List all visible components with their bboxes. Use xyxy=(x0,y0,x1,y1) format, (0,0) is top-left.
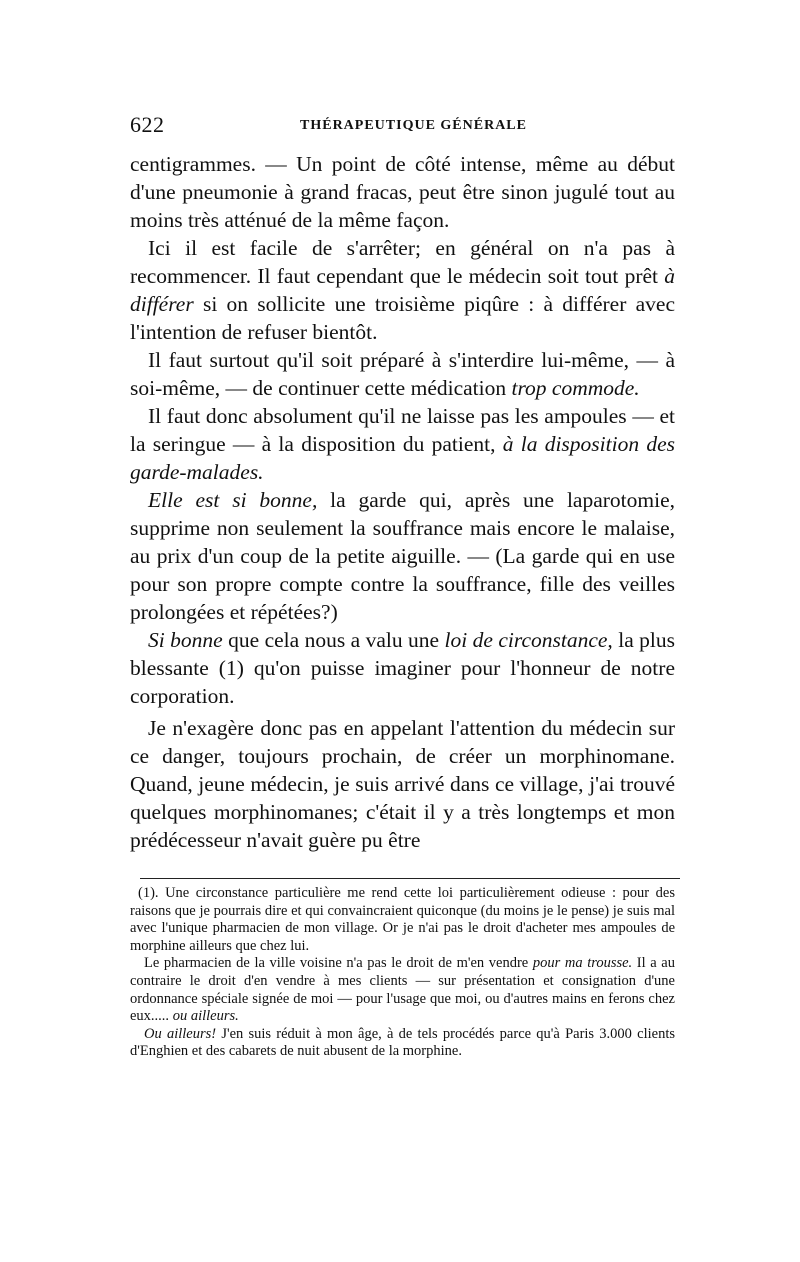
paragraph-4-text: Il faut donc absolument qu'il ne laisse pas les ampoules — et la seringue — à la disposition du patient, xyxy=(130,404,675,456)
footnote-3-text: J'en suis réduit à mon âge, à de tels procédés parce qu'à Paris 3.000 clients d'Enghien et des cabarets de nuit abusent de la morphine. xyxy=(130,1025,676,1060)
footnote-2-italic-b: ou ailleurs. xyxy=(172,1008,239,1025)
footnote-divider xyxy=(140,878,680,879)
page-header xyxy=(130,112,675,142)
paragraph-1-text: centigrammes. — Un point de côté intense, même au début d'une pneumonie à grand fracas, peut être sinon jugulé tout au moins très atténué de la même façon. xyxy=(130,152,675,232)
paragraph-5 xyxy=(130,486,675,626)
paragraph-6 xyxy=(130,626,675,710)
paragraph-4-italic: à la disposition des garde-malades. xyxy=(130,432,675,484)
footnote-2-text-b: Il a au contraire le droit d'en vendre à mes clients — sur présentation et consignation d'une ordonnance spéciale signée de moi — pour l'usage que moi, ou d'autres mains en ferons chez eux..... xyxy=(130,955,675,1025)
footnote-2-text-a: Le pharmacien de la ville voisine n'a pas le droit de m'en vendre xyxy=(144,955,533,972)
paragraph-2-text-b: si on sollicite une troisième piqûre : à différer avec l'intention de refuser bientôt. xyxy=(130,292,675,344)
running-head: THÉRAPEUTIQUE GÉNÉRALE xyxy=(300,118,527,133)
paragraph-6-italic-b: loi de circonstance, xyxy=(444,628,613,652)
paragraph-2-italic: à différer xyxy=(130,264,675,316)
footnotes xyxy=(130,885,675,1061)
footnote-3 xyxy=(130,1026,675,1061)
paragraph-6-text-a: que cela nous a valu une xyxy=(222,628,445,652)
paragraph-3 xyxy=(130,346,675,402)
paragraph-2 xyxy=(130,234,675,346)
footnote-2-italic-a: pour ma trousse. xyxy=(532,955,633,972)
paragraph-5-italic: Elle est si bonne, xyxy=(148,488,318,512)
footnote-2 xyxy=(130,955,675,1025)
paragraph-3-text: Il faut surtout qu'il soit préparé à s'interdire lui-même, — à soi-même, — de continuer cette médication xyxy=(130,348,675,400)
footnote-1 xyxy=(130,885,675,955)
footnote-3-italic: Ou ailleurs! xyxy=(144,1025,217,1042)
paragraph-1 xyxy=(130,150,675,234)
paragraph-5-text: la garde qui, après une laparotomie, supprime non seulement la souffrance mais encore le malaise, au prix d'un coup de la petite aiguille. — (La garde qui en use pour son propre compte contre la souffrance, fille des veilles prolongées et répétées?) xyxy=(130,488,676,624)
footnote-1-text: (1). Une circonstance particulière me rend cette loi particulièrement odieuse : pour des raisons que je pourrais dire et qui convaincraient quiconque (du moins je le pense) je suis mal avec l'unique pharmacien de mon village. Or je n'ai pas le droit d'acheter mes ampoules de morphine ailleurs que chez lui. xyxy=(130,885,675,954)
paragraph-7 xyxy=(130,714,675,854)
paragraph-6-text-b: la plus blessante (1) qu'on puisse imaginer pour l'honneur de notre corporation. xyxy=(130,628,675,708)
paragraph-3-italic: trop commode. xyxy=(511,376,640,400)
paragraph-2-text-a: Ici il est facile de s'arrêter; en général on n'a pas à recommencer. Il faut cependant que le médecin soit tout prêt xyxy=(130,236,675,288)
page-number: 622 xyxy=(130,112,165,137)
paragraph-6-italic-a: Si bonne xyxy=(148,628,223,652)
paragraph-4 xyxy=(130,402,675,486)
paragraph-7-text: Je n'exagère donc pas en appelant l'attention du médecin sur ce danger, toujours prochain, de créer un morphinomane. Quand, jeune médecin, je suis arrivé dans ce village, j'ai trouvé quelques morphinomanes; c'était il y a très longtemps et mon prédécesseur n'avait guère pu être xyxy=(130,716,675,852)
main-text xyxy=(130,150,675,854)
